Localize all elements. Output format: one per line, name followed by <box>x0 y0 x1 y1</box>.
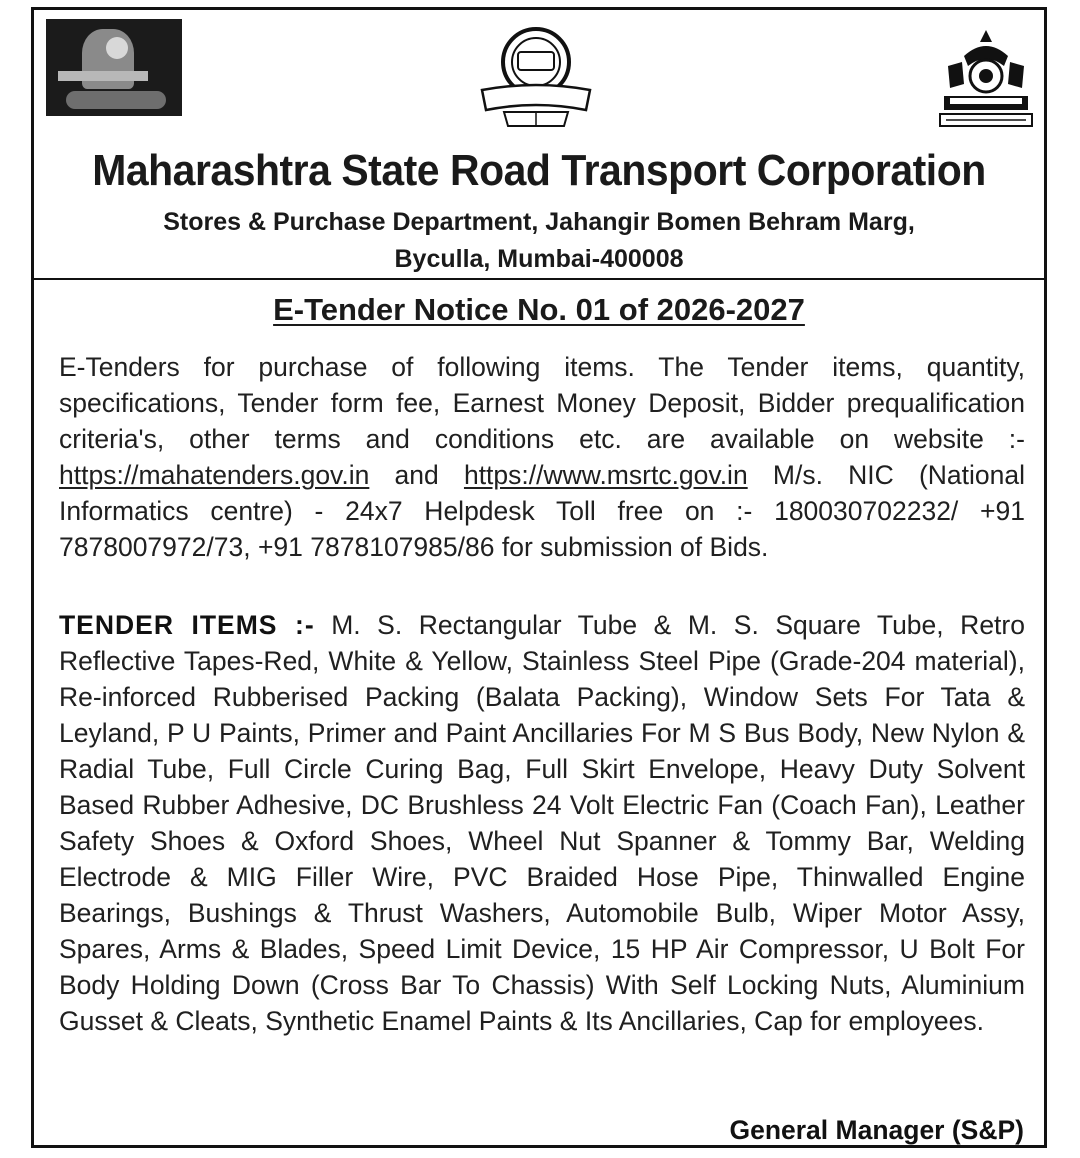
notice-header <box>34 10 1044 280</box>
tender-items-label: TENDER ITEMS :- <box>59 610 315 640</box>
intro-text-1: E-Tenders for purchase of following items. The Tender items, quantity, specifications, Tender form fee, Earnest Money Deposit, Bidder prequalification criteria's, other terms and conditions etc. are available on website :- <box>59 352 1025 454</box>
shivaji-300-emblem-icon <box>46 19 182 116</box>
organization-name: Maharashtra State Road Transport Corporation <box>92 146 986 195</box>
mahatenders-link[interactable]: https://mahatenders.gov.in <box>59 460 370 490</box>
tender-items-paragraph <box>59 607 1025 1039</box>
tender-items-list: M. S. Rectangular Tube & M. S. Square Tube, Retro Reflective Tapes-Red, White & Yellow, Stainless Steel Pipe (Grade-204 material), Re-inforced Rubberised Packing (Balata Packing), Window Sets For Tata & Leyland, P U Paints, Primer and Paint Ancillaries For M S Bus Body, New Nylon & Radial Tube, Full Circle Curing Bag, Full Skirt Envelope, Heavy Duty Solvent Based Rubber Adhesive, DC Brushless 24 Volt Electric Fan (Coach Fan), Leather Safety Shoes & Oxford Shoes, Wheel Nut Spanner & Tommy Bar, Welding Electrode & MIG Filler Wire, PVC Braided Hose Pipe, Thinwalled Engine Bearings, Bushings & Thrust Washers, Automobile Bulb, Wiper Motor Assy, Spares, Arms & Blades, Speed Limit Device, 15 HP Air Compressor, U Bolt For Body Holding Down (Cross Bar To Chassis) With Self Locking Nuts, Aluminium Gusset & Cleats, Synthetic Enamel Paints & Its Ancillaries, Cap for employees. <box>59 610 1025 1036</box>
notice-title <box>34 290 1044 330</box>
msrtc-logo-icon <box>474 24 598 130</box>
organization-address <box>34 204 1044 278</box>
notice-intro-paragraph <box>59 349 1025 565</box>
signature-general-manager: General Manager (S&P) <box>729 1115 1024 1145</box>
address-line-1: Stores & Purchase Department, Jahangir Bomen Behram Marg, <box>163 208 915 236</box>
address-line-2: Byculla, Mumbai-400008 <box>394 245 684 273</box>
maharashtra-seal-icon <box>934 26 1038 130</box>
intro-text-2: M/s. NIC (National Informatics centre) - 24x7 Helpdesk Toll free on :- 180030702232/ +91 7878007972/73, +91 7878107985/86 for submission of Bids. <box>59 460 1026 562</box>
tender-notice-frame <box>31 7 1047 1148</box>
notice-title-text: E-Tender Notice No. 01 of 2026-2027 <box>273 292 805 327</box>
and-text: and <box>394 460 439 490</box>
msrtc-link[interactable]: https://www.msrtc.gov.in <box>463 460 748 490</box>
